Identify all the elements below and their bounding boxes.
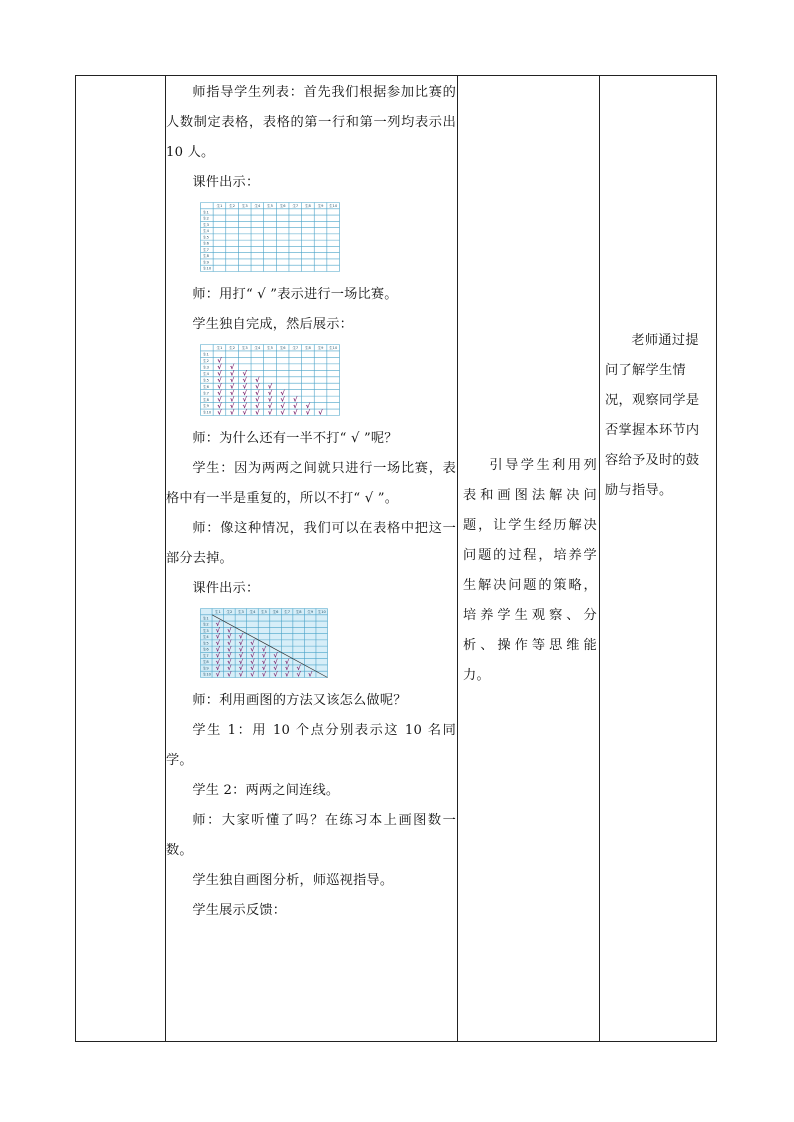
check-mark: √ bbox=[217, 376, 222, 385]
check-mark: √ bbox=[215, 664, 221, 673]
check-mark: √ bbox=[261, 651, 267, 660]
paragraph: 师：大家听懂了吗？在练习本上画图数一数。 bbox=[166, 813, 456, 858]
check-mark: √ bbox=[261, 664, 267, 673]
check-mark: √ bbox=[296, 670, 301, 678]
check-mark: √ bbox=[293, 395, 298, 404]
check-mark: √ bbox=[229, 369, 235, 378]
check-mark: √ bbox=[242, 401, 247, 410]
check-mark: √ bbox=[238, 670, 244, 678]
check-mark: √ bbox=[242, 388, 247, 397]
check-mark: √ bbox=[318, 408, 323, 416]
column-header: 生2 bbox=[229, 346, 236, 351]
check-mark: √ bbox=[280, 388, 285, 397]
check-mark: √ bbox=[227, 657, 232, 666]
column-header: 生1 bbox=[216, 346, 223, 351]
paragraph: 师：利用画图的方法又该怎么做呢？ bbox=[192, 693, 407, 708]
column-header: 生3 bbox=[241, 204, 248, 209]
paragraph: 师指导学生列表：首先我们根据参加比赛的人数制定表格，表格的第一行和第一列均表示出 10 人。 bbox=[166, 85, 456, 160]
checked-match-table bbox=[200, 344, 340, 416]
check-mark: √ bbox=[217, 395, 222, 404]
row-header: 生4 bbox=[203, 229, 209, 234]
check-mark: √ bbox=[215, 657, 221, 666]
row-header: 生3 bbox=[202, 628, 209, 633]
row-header: 生4 bbox=[202, 635, 209, 640]
column-header: 生10 bbox=[329, 204, 338, 209]
check-mark: √ bbox=[238, 639, 244, 648]
column-header: 生9 bbox=[307, 610, 314, 615]
column-header: 生2 bbox=[229, 204, 236, 209]
check-mark: √ bbox=[273, 657, 278, 666]
check-mark: √ bbox=[238, 664, 244, 673]
check-mark: √ bbox=[250, 645, 255, 654]
row-header: 生10 bbox=[202, 672, 211, 677]
row-header: 生5 bbox=[203, 378, 209, 383]
check-mark: √ bbox=[215, 651, 221, 660]
row-header: 生5 bbox=[202, 641, 209, 646]
row-header: 生2 bbox=[203, 359, 209, 364]
row-header: 生7 bbox=[203, 247, 209, 252]
column-header: 生10 bbox=[329, 346, 338, 351]
column-header: 生5 bbox=[261, 610, 267, 615]
row-header: 生6 bbox=[202, 647, 209, 652]
check-mark: √ bbox=[227, 626, 232, 635]
check-mark: √ bbox=[238, 657, 244, 666]
check-mark: √ bbox=[296, 664, 301, 673]
column-header: 生5 bbox=[267, 204, 273, 209]
check-mark: √ bbox=[242, 408, 247, 416]
check-mark: √ bbox=[267, 395, 273, 404]
row-header: 生8 bbox=[203, 397, 209, 402]
check-mark: √ bbox=[217, 369, 222, 378]
check-mark: √ bbox=[227, 670, 232, 678]
check-mark: √ bbox=[255, 395, 260, 404]
check-mark: √ bbox=[284, 657, 290, 666]
column-header: 生3 bbox=[237, 610, 244, 615]
check-mark: √ bbox=[255, 388, 260, 397]
row-header: 生6 bbox=[203, 384, 209, 389]
row-header: 生1 bbox=[203, 352, 209, 357]
check-mark: √ bbox=[229, 363, 235, 372]
column-header: 生1 bbox=[214, 610, 221, 615]
paragraph: 学生 1：用 10 个点分别表示这 10 名同学。 bbox=[166, 723, 456, 768]
design-intent-column bbox=[463, 451, 597, 691]
paragraph: 学生独自画图分析，师巡视指导。 bbox=[192, 873, 394, 888]
check-mark: √ bbox=[229, 382, 235, 391]
check-mark: √ bbox=[293, 401, 298, 410]
row-header: 生9 bbox=[203, 404, 209, 409]
check-mark: √ bbox=[227, 664, 232, 673]
column-header: 生7 bbox=[292, 346, 299, 351]
check-mark: √ bbox=[280, 401, 285, 410]
paragraph: 师：像这种情况，我们可以在表格中把这一部分去掉。 bbox=[166, 521, 456, 566]
check-mark: √ bbox=[217, 356, 222, 365]
column-header: 生9 bbox=[317, 346, 324, 351]
check-mark: √ bbox=[217, 363, 222, 372]
check-mark: √ bbox=[238, 632, 244, 641]
column-header: 生6 bbox=[272, 610, 279, 615]
column-divider-2 bbox=[457, 75, 458, 1042]
column-header: 生10 bbox=[317, 610, 326, 615]
column-header: 生6 bbox=[279, 346, 286, 351]
check-mark: √ bbox=[229, 388, 235, 397]
column-divider-3 bbox=[599, 75, 600, 1042]
check-mark: √ bbox=[305, 401, 311, 410]
check-mark: √ bbox=[229, 401, 235, 410]
figure-checked-table bbox=[200, 344, 456, 420]
row-header: 生10 bbox=[203, 266, 212, 271]
check-mark: √ bbox=[267, 388, 273, 397]
check-mark: √ bbox=[273, 651, 278, 660]
empty-match-table bbox=[200, 202, 340, 272]
figure-empty-table bbox=[200, 202, 456, 276]
check-mark: √ bbox=[215, 632, 221, 641]
check-mark: √ bbox=[215, 620, 221, 629]
teaching-process-column bbox=[166, 78, 456, 926]
row-header: 生8 bbox=[203, 254, 209, 259]
check-mark: √ bbox=[217, 401, 222, 410]
check-mark: √ bbox=[267, 382, 273, 391]
check-mark: √ bbox=[255, 401, 260, 410]
design-intent-text: 引导学生利用列表和画图法解决问题，让学生经历解决问题的过程，培养学生解决问题的策略，培养学生观察、分析、操作等思维能力。 bbox=[463, 458, 597, 683]
check-mark: √ bbox=[238, 645, 244, 654]
column-header: 生4 bbox=[249, 610, 256, 615]
column-header: 生4 bbox=[254, 204, 261, 209]
paragraph: 课件出示： bbox=[192, 175, 260, 190]
check-mark: √ bbox=[227, 632, 232, 641]
check-mark: √ bbox=[250, 639, 255, 648]
row-header: 生4 bbox=[203, 371, 209, 376]
check-mark: √ bbox=[242, 376, 247, 385]
row-header: 生1 bbox=[202, 616, 209, 621]
check-mark: √ bbox=[250, 651, 255, 660]
check-mark: √ bbox=[238, 651, 244, 660]
check-mark: √ bbox=[284, 670, 290, 678]
check-mark: √ bbox=[229, 408, 235, 416]
check-mark: √ bbox=[242, 382, 247, 391]
check-mark: √ bbox=[227, 651, 232, 660]
paragraph: 师：为什么还有一半不打“ √ ”呢？ bbox=[192, 431, 398, 446]
row-header: 生2 bbox=[202, 622, 209, 627]
column-header: 生5 bbox=[267, 346, 273, 351]
evaluation-column bbox=[605, 326, 711, 506]
column-header: 生8 bbox=[304, 204, 311, 209]
check-mark: √ bbox=[261, 670, 267, 678]
check-mark: √ bbox=[227, 639, 232, 648]
check-mark: √ bbox=[242, 395, 247, 404]
half-match-table bbox=[200, 608, 328, 678]
row-header: 生3 bbox=[203, 222, 209, 227]
check-mark: √ bbox=[250, 664, 255, 673]
row-header: 生9 bbox=[203, 260, 209, 265]
check-mark: √ bbox=[261, 657, 267, 666]
column-header: 生7 bbox=[292, 204, 299, 209]
column-header: 生9 bbox=[317, 204, 324, 209]
evaluation-text: 老师通过提问了解学生情况，观察同学是否掌握本环节内容给予及时的鼓励与指导。 bbox=[605, 333, 700, 498]
check-mark: √ bbox=[229, 376, 235, 385]
check-mark: √ bbox=[250, 670, 255, 678]
column-header: 生4 bbox=[254, 346, 261, 351]
check-mark: √ bbox=[305, 408, 311, 416]
paragraph: 师：用打“ √ ”表示进行一场比赛。 bbox=[192, 287, 398, 302]
row-header: 生7 bbox=[202, 653, 209, 658]
check-mark: √ bbox=[242, 369, 247, 378]
check-mark: √ bbox=[250, 657, 255, 666]
row-header: 生2 bbox=[203, 216, 209, 221]
row-header: 生1 bbox=[203, 210, 209, 215]
figure-half-table bbox=[200, 608, 456, 682]
check-mark: √ bbox=[255, 408, 260, 416]
check-mark: √ bbox=[280, 408, 285, 416]
check-mark: √ bbox=[215, 639, 221, 648]
check-mark: √ bbox=[280, 395, 285, 404]
check-mark: √ bbox=[307, 670, 313, 678]
check-mark: √ bbox=[267, 408, 273, 416]
column-header: 生8 bbox=[295, 610, 302, 615]
column-header: 生1 bbox=[216, 204, 223, 209]
paragraph: 课件出示： bbox=[192, 581, 260, 596]
check-mark: √ bbox=[284, 664, 290, 673]
row-header: 生6 bbox=[203, 241, 209, 246]
column-header: 生2 bbox=[226, 610, 233, 615]
check-mark: √ bbox=[217, 382, 222, 391]
column-header: 生6 bbox=[279, 204, 286, 209]
row-header: 生8 bbox=[202, 660, 209, 665]
column-header: 生3 bbox=[241, 346, 248, 351]
check-mark: √ bbox=[217, 388, 222, 397]
row-header: 生3 bbox=[203, 365, 209, 370]
check-mark: √ bbox=[215, 626, 221, 635]
paragraph: 学生：因为两两之间就只进行一场比赛，表格中有一半是重复的，所以不打“ √ ”。 bbox=[166, 461, 456, 506]
column-header: 生8 bbox=[304, 346, 311, 351]
check-mark: √ bbox=[215, 645, 221, 654]
row-header: 生10 bbox=[203, 410, 212, 415]
check-mark: √ bbox=[255, 376, 260, 385]
row-header: 生7 bbox=[203, 391, 209, 396]
paragraph: 学生独自完成，然后展示： bbox=[192, 317, 354, 332]
check-mark: √ bbox=[267, 401, 273, 410]
paragraph: 学生展示反馈： bbox=[192, 903, 287, 918]
check-mark: √ bbox=[261, 645, 267, 654]
check-mark: √ bbox=[255, 382, 260, 391]
check-mark: √ bbox=[229, 395, 235, 404]
paragraph: 学生 2：两两之间连线。 bbox=[192, 783, 340, 798]
row-header: 生5 bbox=[203, 235, 209, 240]
check-mark: √ bbox=[273, 670, 278, 678]
check-mark: √ bbox=[227, 645, 232, 654]
check-mark: √ bbox=[273, 664, 278, 673]
check-mark: √ bbox=[217, 408, 222, 416]
column-header: 生7 bbox=[284, 610, 291, 615]
row-header: 生9 bbox=[202, 666, 209, 671]
check-mark: √ bbox=[215, 670, 221, 678]
check-mark: √ bbox=[293, 408, 298, 416]
